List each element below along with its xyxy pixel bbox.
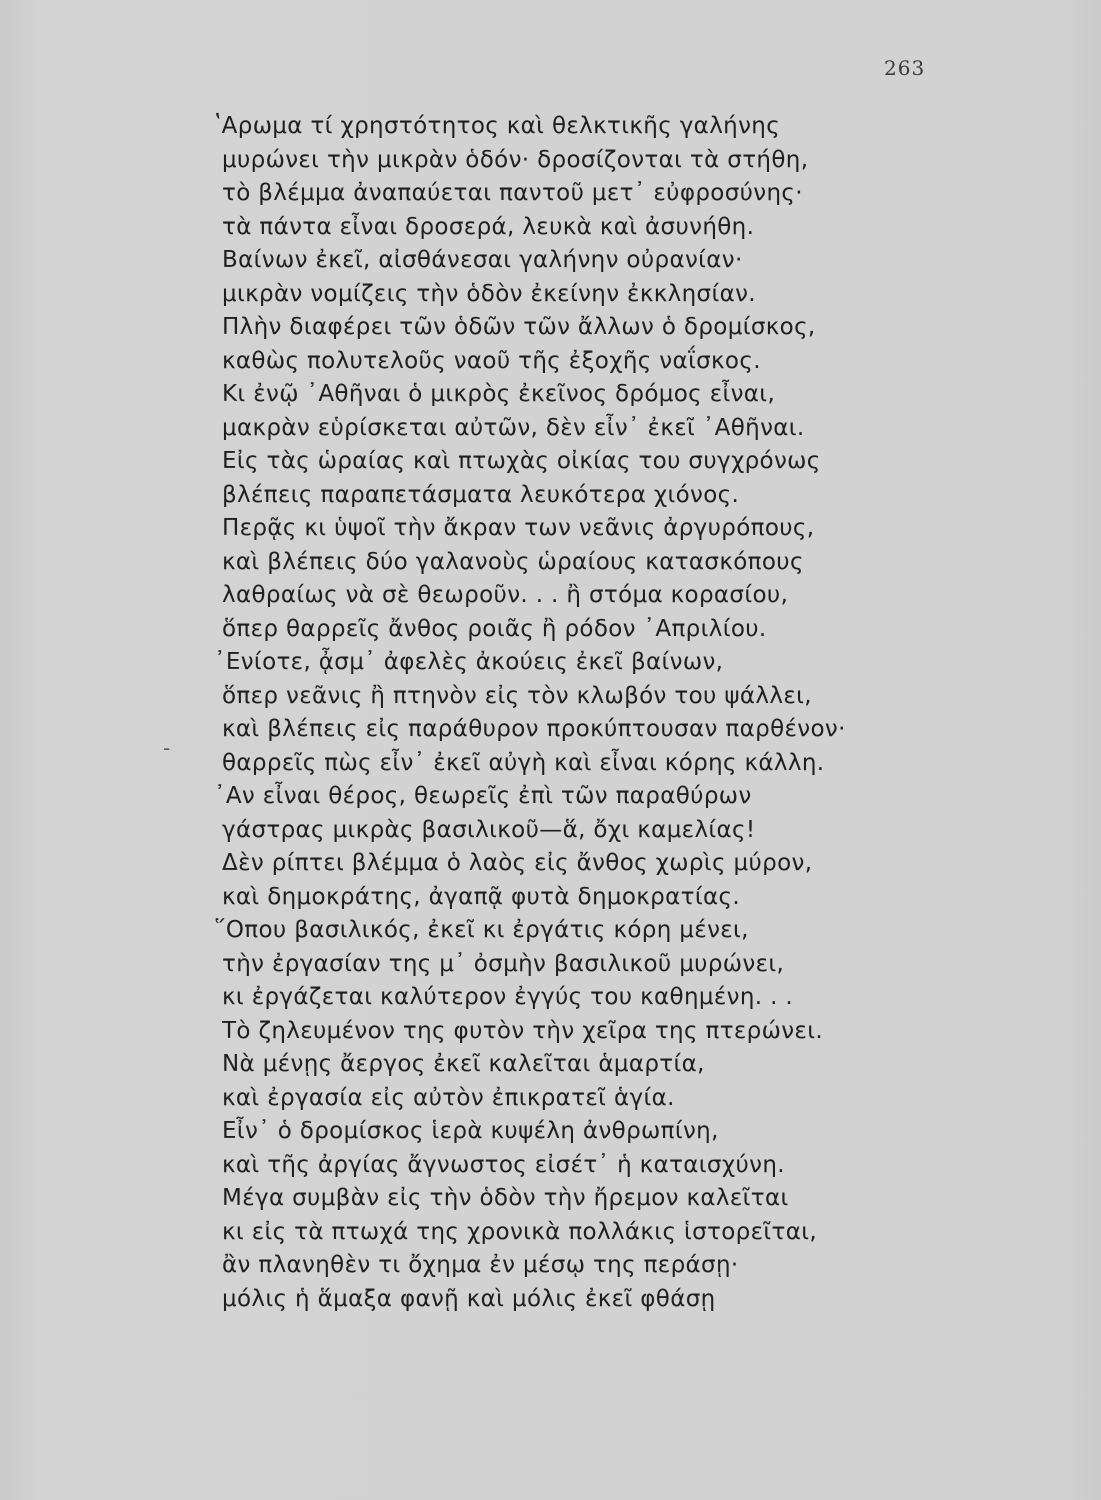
poem-line: Νὰ μένῃς ἄεργος ἐκεῖ καλεῖται ἁμαρτία,	[222, 1051, 705, 1077]
margin-mark: -	[163, 736, 171, 760]
poem-line: Πλὴν διαφέρει τῶν ὁδῶν τῶν ἄλλων ὁ δρομίσκος,	[222, 314, 816, 340]
poem-line: ῞Οπου βασιλικός, ἐκεῖ κι ἐργάτις κόρη μένει,	[214, 917, 749, 943]
poem-line: βλέπεις παραπετάσματα λευκότερα χιόνος.	[222, 481, 740, 508]
poem-line: καὶ δημοκράτης, ἀγαπᾷ φυτὰ δημοκρατίας.	[222, 883, 740, 910]
poem-line: καθὼς πολυτελοῦς ναοῦ τῆς ἐξοχῆς ναΐσκος.	[222, 347, 761, 374]
poem-line: Τὸ ζηλευμένον της φυτὸν τὴν χεῖρα της πτερώνει.	[222, 1017, 824, 1044]
poem-line: καὶ βλέπεις εἰς παράθυρον προκύπτουσαν παρθένον·	[222, 716, 846, 742]
poem-line: ʽΑρωμα τί χρηστότητος καὶ θελκτικῆς γαλήνης	[214, 113, 781, 139]
poem-line: Εἶν᾽ ὁ δρομίσκος ἱερὰ κυψέλη ἀνθρωπίνη,	[222, 1118, 719, 1144]
poem-line: Μέγα συμβὰν εἰς τὴν ὁδὸν τὴν ἤρεμον καλεῖται	[222, 1185, 789, 1211]
poem-line: κι εἰς τὰ πτωχά της χρονικὰ πολλάκις ἱστορεῖται,	[222, 1218, 818, 1245]
poem-line: μακρὰν εὑρίσκεται αὐτῶν, δὲν εἶν᾽ ἐκεῖ ᾽Αθῆναι.	[222, 414, 805, 441]
poem-line: καὶ τῆς ἀργίας ἄγνωστος εἰσέτ᾽ ἡ καταισχύνη.	[222, 1151, 785, 1178]
poem-line: λαθραίως νὰ σὲ θεωροῦν. . . ἢ στόμα κορασίου,	[222, 582, 789, 608]
poem-line: τὰ πάντα εἶναι δροσερά, λευκὰ καὶ ἀσυνήθη.	[222, 213, 755, 240]
poem-line: κι ἐργάζεται καλύτερον ἐγγύς του καθημένη. . .	[222, 984, 794, 1010]
poem-line: τὸ βλέμμα ἀναπαύεται παντοῦ μετ᾽ εὐφροσύνης·	[222, 180, 803, 206]
poem-line: τὴν ἐργασίαν της μ᾽ ὀσμὴν βασιλικοῦ μυρώνει,	[222, 950, 785, 977]
poem-line: καὶ βλέπεις δύο γαλανοὺς ὡραίους κατασκόπους	[222, 548, 804, 575]
poem-line: καὶ ἐργασία εἰς αὐτὸν ἐπικρατεῖ ἁγία.	[222, 1084, 675, 1111]
poem-line: Περᾷς κι ὑψοῖ τὴν ἄκραν των νεᾶνις ἀργυρόπους,	[222, 515, 815, 541]
poem-line: γάστρας μικρὰς βασιλικοῦ—ἅ, ὄχι καμελίας!	[222, 816, 756, 843]
poem-line: Δὲν ρίπτει βλέμμα ὁ λαὸς εἰς ἄνθος χωρὶς μύρον,	[222, 850, 813, 876]
poem-line: ἂν πλανηθὲν τι ὄχημα ἐν μέσῳ της περάσῃ·	[222, 1252, 739, 1278]
poem-line: ὅπερ νεᾶνις ἢ πτηνὸν εἰς τὸν κλωβόν του ψάλλει,	[222, 682, 812, 709]
poem-line: μυρώνει τὴν μικρὰν ὁδόν· δροσίζονται τὰ στήθη,	[222, 146, 809, 173]
page-number: 263	[884, 56, 926, 80]
poem-line: Βαίνων ἐκεῖ, αἰσθάνεσαι γαλήνην οὐρανίαν·	[222, 247, 743, 273]
poem-line: ὅπερ θαρρεῖς ἄνθος ροιᾶς ἢ ρόδον ᾽Απριλίου.	[222, 615, 767, 642]
poem-line: Εἰς τὰς ὡραίας καὶ πτωχὰς οἰκίας του συγχρόνως	[222, 448, 821, 474]
poem-line: μόλις ἡ ἅμαξα φανῇ καὶ μόλις ἐκεῖ φθάσῃ	[222, 1285, 716, 1312]
poem-line: θαρρεῖς πὼς εἶν᾽ ἐκεῖ αὐγὴ καὶ εἶναι κόρης κάλλη.	[222, 749, 825, 776]
poem-line: ᾽Ενίοτε, ᾆσμ᾽ ἀφελὲς ἀκούεις ἐκεῖ βαίνων,	[214, 649, 724, 675]
poem-line: ᾽Αν εἶναι θέρος, θεωρεῖς ἐπὶ τῶν παραθύρων	[214, 783, 752, 809]
poem-line: Κι ἐνῷ ᾽Αθῆναι ὁ μικρὸς ἐκεῖνος δρόμος εἶναι,	[222, 381, 776, 407]
poem-line: μικρὰν νομίζεις τὴν ὁδὸν ἐκείνην ἐκκλησίαν.	[222, 280, 756, 307]
